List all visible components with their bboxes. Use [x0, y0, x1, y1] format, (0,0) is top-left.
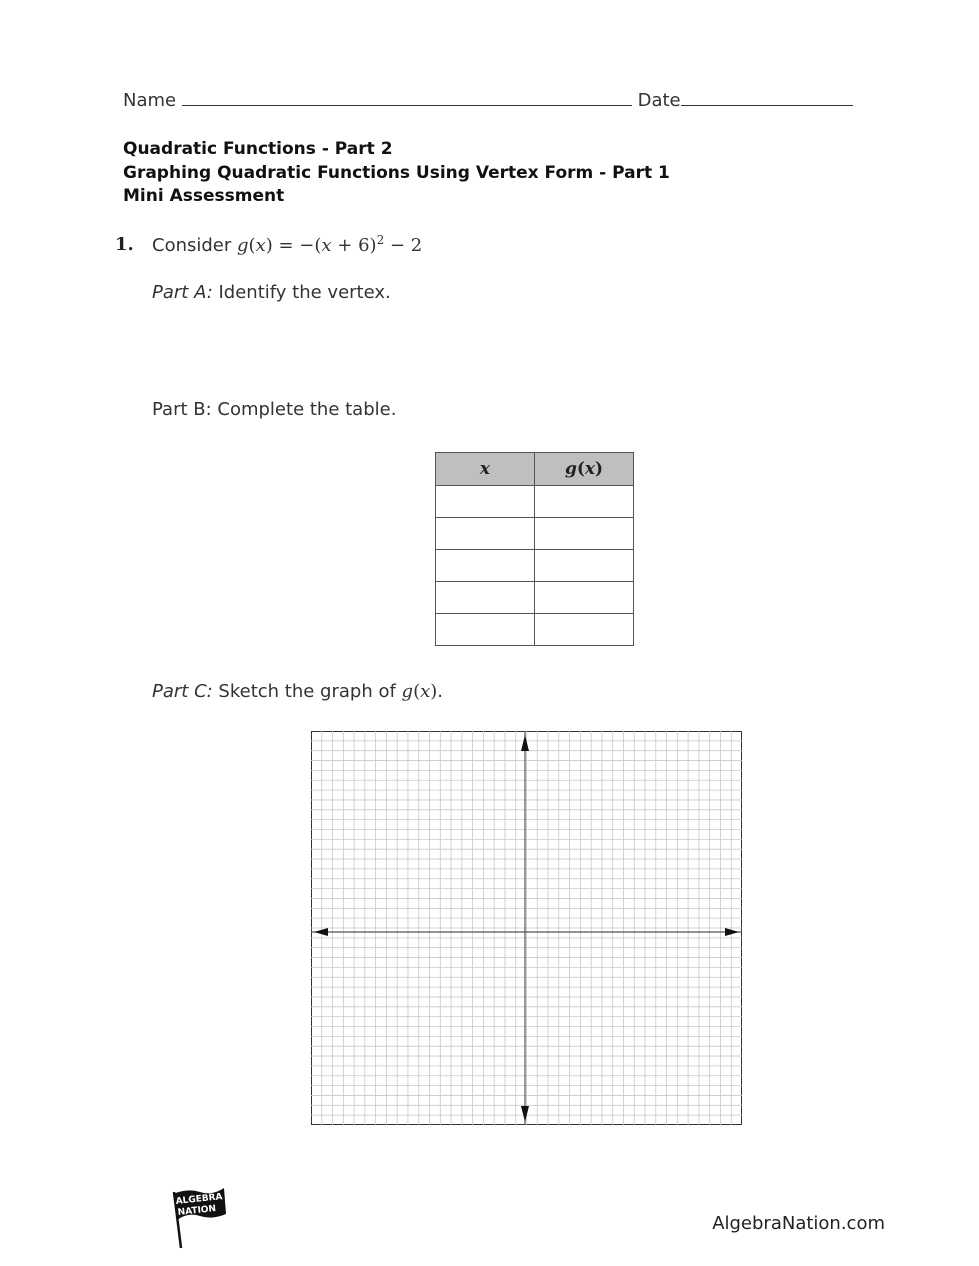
- part-a-label: Part A:: [152, 282, 213, 303]
- x-cell[interactable]: [436, 582, 535, 614]
- table-row: [436, 550, 634, 582]
- question-number: 1.: [115, 234, 134, 255]
- x-cell[interactable]: [436, 518, 535, 550]
- logo-text-line1: ALGEBRA: [175, 1192, 224, 1207]
- table-row: [436, 486, 634, 518]
- algebra-nation-logo: [168, 1184, 228, 1250]
- part-c-arg: x: [420, 681, 431, 702]
- col-header-x: x: [436, 453, 535, 486]
- col-header-gx: g(x): [535, 453, 634, 486]
- part-c-func: g: [401, 681, 414, 702]
- part-c-label: Part C:: [152, 681, 213, 702]
- part-b-text: Complete the table.: [211, 399, 397, 420]
- x-cell[interactable]: [436, 614, 535, 646]
- func-name: g: [237, 235, 249, 256]
- title-assessment: Mini Assessment: [123, 186, 285, 206]
- part-c-end: .: [437, 681, 444, 702]
- eq-x: x: [321, 235, 332, 256]
- coordinate-grid[interactable]: [311, 731, 742, 1125]
- part-b-prompt: [152, 399, 396, 420]
- eq-plus: + 6): [331, 235, 377, 256]
- title-lesson: Graphing Quadratic Functions Using Vertex Form - Part 1: [123, 162, 670, 183]
- gx-cell[interactable]: [535, 614, 634, 646]
- title-unit: Quadratic Functions - Part 2: [123, 139, 393, 159]
- eq-mid: = −(: [272, 235, 322, 256]
- worksheet-titles: [123, 138, 670, 209]
- table-row: [436, 614, 634, 646]
- col-header-g: g: [564, 459, 577, 479]
- question-lead: Consider: [152, 235, 232, 256]
- gx-cell[interactable]: [535, 518, 634, 550]
- name-label: Name: [123, 90, 177, 111]
- func-arg: x: [255, 235, 266, 256]
- eq-end: − 2: [384, 235, 423, 256]
- gx-cell[interactable]: [535, 550, 634, 582]
- x-cell[interactable]: [436, 486, 535, 518]
- part-a-text: Identify the vertex.: [212, 282, 391, 303]
- gx-cell[interactable]: [535, 486, 634, 518]
- name-field-row: [123, 90, 853, 111]
- part-b-label: Part B:: [152, 399, 212, 420]
- values-table: [435, 452, 634, 646]
- logo-text-line2: NATION: [177, 1204, 217, 1218]
- part-c-text: Sketch the graph of: [212, 681, 402, 702]
- table-row: [436, 518, 634, 550]
- date-blank[interactable]: [681, 91, 853, 106]
- gx-cell[interactable]: [535, 582, 634, 614]
- name-blank[interactable]: [182, 91, 632, 106]
- eq-exponent: 2: [376, 233, 385, 247]
- footer-url: AlgebraNation.com: [712, 1213, 885, 1234]
- part-c-prompt: Part C: Sketch the graph of g(x).: [152, 681, 444, 702]
- grid-lines: [311, 731, 742, 1125]
- table-row: [436, 582, 634, 614]
- x-cell[interactable]: [436, 550, 535, 582]
- col-header-g-arg: x: [584, 459, 596, 479]
- question-prompt: Consider $g(x) = -(x + 6)^2 - 2$: [152, 233, 423, 256]
- part-a-prompt: [152, 282, 391, 303]
- date-label: Date: [637, 90, 681, 111]
